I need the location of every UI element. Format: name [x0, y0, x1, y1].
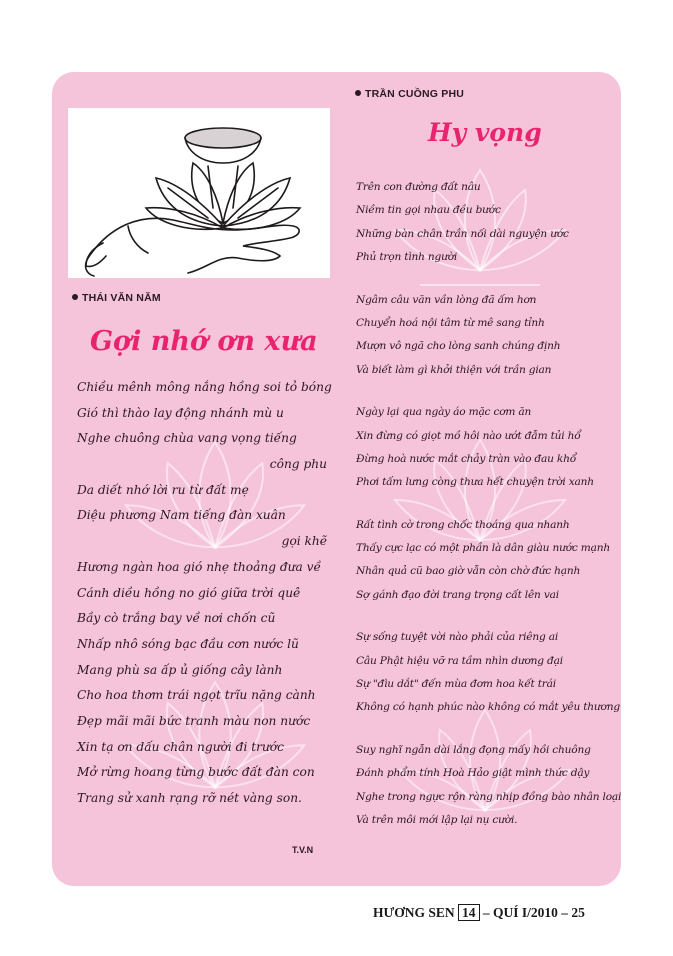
page-footer [373, 904, 585, 921]
poem-line: Trên con đường đất nâu [356, 181, 481, 193]
poem-line: Nhân quả cũ bao giờ vẫn còn chờ đức hạnh [356, 565, 581, 578]
right-poem-author: TRẦN CUỒNG PHU [355, 88, 464, 100]
stanza-gap [356, 720, 618, 739]
poem-line: Phơi tấm lưng còng thưa hết chuyện trời xanh [356, 476, 594, 489]
poem-line: Và biết làm gì khởi thiện với trần gian [356, 363, 552, 376]
page-number: 25 [571, 905, 585, 920]
poem-line: Chuyển hoá nội tâm từ mê sang tỉnh [356, 316, 545, 329]
poem-line: Đẹp mãi mãi bức tranh màu non nước [77, 713, 311, 728]
poem-line: Nghe chuông chùa vang vọng tiếng [77, 431, 297, 446]
poem-line: Những bàn chân trần nối dài nguyện ước [356, 227, 569, 240]
poem-line: Ngày lại qua ngày áo mặc cơm ăn [356, 406, 532, 419]
left-poem-author: THÁI VĂN NĂM [72, 292, 161, 304]
left-poem-signature: T.V.N [292, 845, 314, 855]
poem-line: Gió thì thào lay động nhánh mù u [77, 405, 284, 420]
poem-line: Bầy cò trắng bay về nơi chốn cũ [77, 611, 276, 626]
poem-line: Cho hoa thơm trái ngọt trĩu nặng cành [77, 688, 316, 703]
stanza-gap [356, 270, 618, 289]
poem-line: Đừng hoà nước mắt chảy tràn vào đau khổ [356, 452, 577, 465]
poem-line: Và trên môi mới lập lại nụ cười. [356, 813, 518, 826]
stanza-gap [356, 607, 618, 626]
poem-line: Diệu phương Nam tiếng đàn xuân [77, 508, 286, 523]
poem-line: Hương ngàn hoa gió nhẹ thoảng đưa về [77, 559, 322, 574]
lotus-in-hand-icon [68, 108, 330, 278]
poem-line: Mang phù sa ấp ủ giống cây lành [77, 662, 283, 677]
poem-line: Suy nghĩ ngẫn dài lắng đọng mấy hồi chuông [356, 743, 591, 756]
issue-text: – QUÍ I/2010 – [482, 905, 569, 920]
poem-line: Mở rừng hoang từng bước đất đàn con [77, 765, 315, 780]
poem-line: Sự sống tuyệt vời nào phải của riêng ai [356, 631, 559, 644]
right-poem-lines [356, 176, 622, 832]
bullet-icon [72, 294, 78, 300]
poem-line: Da diết nhớ lời ru từ đất mẹ [77, 482, 249, 497]
poem-line: gọi khẽ [281, 534, 327, 549]
poem-line: Trang sử xanh rạng rỡ nét vàng son. [77, 791, 302, 805]
poem-line: Nhấp nhô sóng bạc đầu cơn nước lũ [77, 636, 299, 651]
poem-line: Rất tình cờ trong chốc thoáng qua nhanh [356, 518, 570, 531]
poem-line: Niềm tin gọi nhau đều bước [356, 204, 501, 217]
poem-line: Phủ trọn tình người [356, 251, 458, 264]
right-poem-title: Hy vọng [428, 118, 542, 147]
left-poem-lines [77, 375, 332, 812]
poem-line: Nghe trong ngực rộn ràng nhịp đồng bào nhân loại [356, 790, 622, 803]
poem-line: Mượn vô ngã cho lòng sanh chúng định [356, 340, 561, 353]
poem-line: Sự "đìu dắt" đến mùa đơm hoa kết trái [356, 678, 556, 691]
magazine-name: HƯƠNG SEN [373, 905, 455, 920]
poem-line: Xin đừng có giọt mồ hôi nào ướt đẫm tủi hổ [356, 429, 581, 442]
issue-number-box: 14 [458, 904, 480, 921]
poem-line: công phu [269, 457, 327, 472]
poem-line: Đánh phẩm tính Hoà Hảo giật mình thức dậy [356, 767, 590, 780]
poem-line: Cánh diều hồng no gió giữa trời quê [77, 585, 301, 600]
poem-line: Ngâm câu văn vần lòng đã ấm hơn [356, 293, 537, 306]
stanza-gap [356, 382, 618, 401]
poem-line: Chiều mênh mông nắng hồng soi tỏ bóng [77, 380, 332, 394]
bullet-icon [355, 90, 361, 96]
stanza-gap [356, 495, 618, 514]
poem-line: Thấy cực lạc có một phần là dân giàu nước mạnh [356, 542, 610, 555]
poem-line: Câu Phật hiệu vỡ ra tầm nhìn dương đại [356, 654, 563, 667]
poem-line: Xin tạ ơn dấu chân người đi trước [77, 739, 284, 754]
left-poem-title: Gợi nhớ ơn xưa [90, 326, 318, 357]
lotus-hand-illustration [68, 108, 330, 278]
poem-line: Không có hạnh phúc nào không có mắt yêu thương [356, 701, 620, 714]
poem-line: Sợ gánh đạo đời trang trọng cất lên vai [356, 588, 559, 601]
